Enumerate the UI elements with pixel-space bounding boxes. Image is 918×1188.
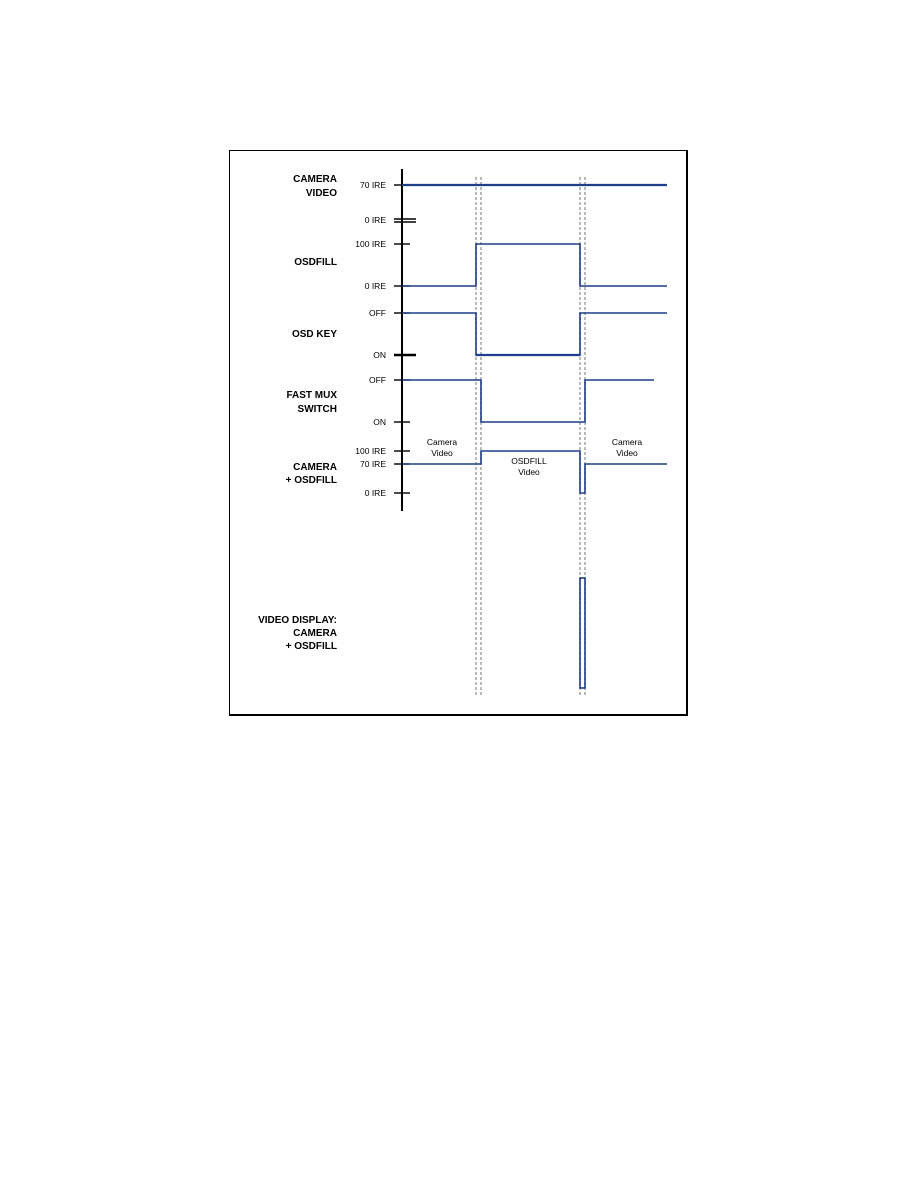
row-label-video-display-2: CAMERA [293, 628, 337, 639]
tick-label-osdfill-100ire: 100 IRE [355, 239, 386, 249]
annotation-osdfill-video-1: OSDFILL [511, 456, 547, 466]
waveform-video-display-bar [580, 578, 585, 688]
timing-diagram-frame [229, 150, 688, 716]
waveform-osd-key [402, 313, 667, 355]
annotation-osdfill-video-2: Video [518, 467, 540, 477]
row-label-fast-mux-1: FAST MUX [286, 390, 337, 401]
annotation-camera-video-right-1: Camera [611, 437, 643, 447]
row-label-fast-mux-2: SWITCH [297, 404, 337, 415]
tick-label-fastmux-off: OFF [369, 375, 386, 385]
waveform-fast-mux-switch [402, 380, 654, 422]
tick-label-sum-0ire: 0 IRE [364, 488, 386, 498]
row-label-camera-video-1: CAMERA [293, 174, 337, 185]
row-label-video-display-3: + OSDFILL [285, 641, 337, 652]
timing-diagram [230, 151, 689, 717]
tick-label-sum-70ire: 70 IRE [360, 459, 386, 469]
annotation-camera-video-left-2: Video [431, 448, 453, 458]
waveform-osdfill [402, 244, 667, 286]
tick-label-osdkey-on: ON [373, 350, 386, 360]
row-label-osdfill: OSDFILL [294, 257, 337, 268]
tick-label-osdkey-off: OFF [369, 308, 386, 318]
row-label-camera-osdfill-2: + OSDFILL [285, 475, 337, 486]
row-label-camera-osdfill-1: CAMERA [293, 462, 337, 473]
tick-label-camera-0ire: 0 IRE [364, 215, 386, 225]
row-label-camera-video-2: VIDEO [305, 188, 337, 199]
annotation-camera-video-right-2: Video [616, 448, 638, 458]
tick-label-fastmux-on: ON [373, 417, 386, 427]
tick-label-camera-70ire: 70 IRE [360, 180, 386, 190]
tick-label-osdfill-0ire: 0 IRE [364, 281, 386, 291]
row-label-osd-key: OSD KEY [291, 329, 337, 340]
annotation-camera-video-left-1: Camera [426, 437, 458, 447]
row-label-video-display-1: VIDEO DISPLAY: [258, 615, 337, 626]
tick-label-sum-100ire: 100 IRE [355, 446, 386, 456]
